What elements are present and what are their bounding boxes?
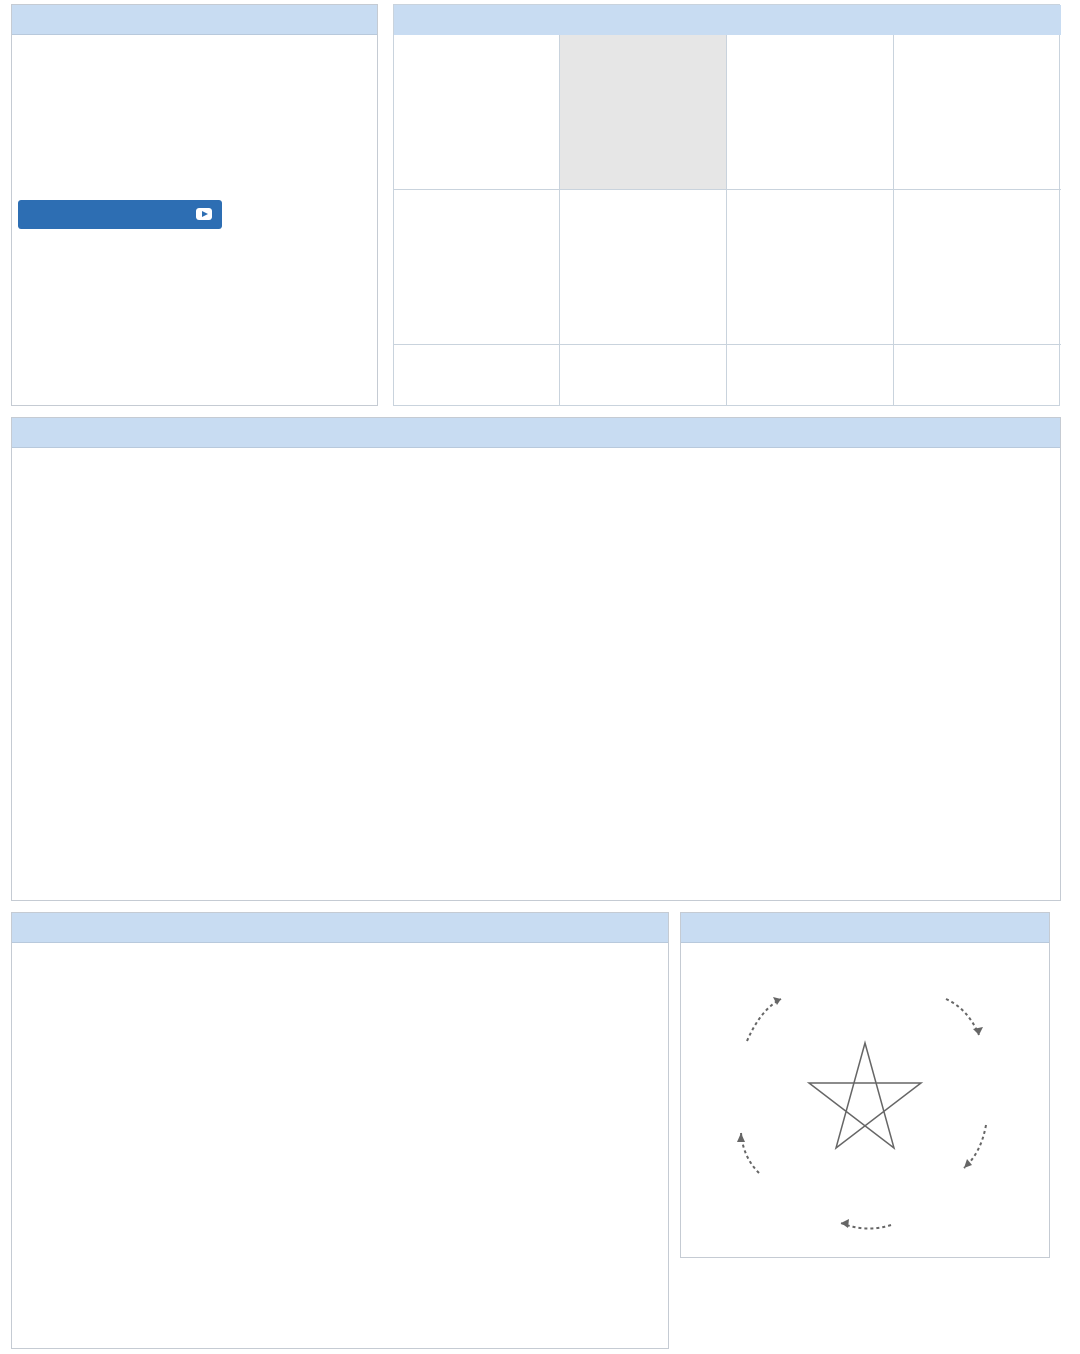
pentagram-star bbox=[809, 1043, 921, 1148]
hour-stem-cell bbox=[394, 35, 560, 190]
day-hidden-cell bbox=[560, 345, 727, 406]
pillar-header-day bbox=[560, 5, 727, 35]
year-branch-cell[interactable] bbox=[894, 190, 1061, 345]
year-stem-cell[interactable] bbox=[894, 35, 1061, 190]
day-branch-cell[interactable] bbox=[560, 190, 727, 345]
symbolic-stars-panel bbox=[11, 912, 669, 1349]
arrowhead-money-power bbox=[841, 1219, 849, 1228]
arrow-source-self bbox=[747, 999, 781, 1041]
arrowhead-power-source bbox=[737, 1133, 745, 1142]
year-hidden-cell bbox=[894, 345, 1061, 406]
arrowhead-source-self bbox=[773, 997, 781, 1005]
four-pillars-panel bbox=[393, 4, 1060, 406]
personal-header bbox=[12, 5, 377, 35]
structure-diagram bbox=[681, 943, 1049, 1257]
day-stem-cell[interactable] bbox=[560, 35, 727, 190]
month-stem-cell[interactable] bbox=[727, 35, 894, 190]
horoscope-video-button[interactable] bbox=[18, 200, 222, 229]
luck-columns bbox=[12, 448, 1062, 900]
luck-header bbox=[12, 418, 1060, 448]
arrow-power-source bbox=[741, 1133, 759, 1173]
hour-branch-cell bbox=[394, 190, 560, 345]
month-branch-cell[interactable] bbox=[727, 190, 894, 345]
play-icon bbox=[196, 208, 212, 220]
pillar-header-hour bbox=[394, 5, 560, 35]
pillar-header-month bbox=[727, 5, 894, 35]
horoscope-structure-panel bbox=[680, 912, 1050, 1258]
luck-pillars-panel bbox=[11, 417, 1061, 901]
arrowhead-self-intel bbox=[973, 1027, 983, 1035]
month-hidden-cell bbox=[727, 345, 894, 406]
structure-header bbox=[681, 913, 1049, 943]
arrow-money-power bbox=[841, 1223, 891, 1229]
star-rows bbox=[12, 943, 668, 1348]
personal-data-panel bbox=[11, 4, 378, 406]
hour-hidden-cell bbox=[394, 345, 560, 406]
pillar-header-year bbox=[894, 5, 1061, 35]
stars-header bbox=[12, 913, 668, 943]
